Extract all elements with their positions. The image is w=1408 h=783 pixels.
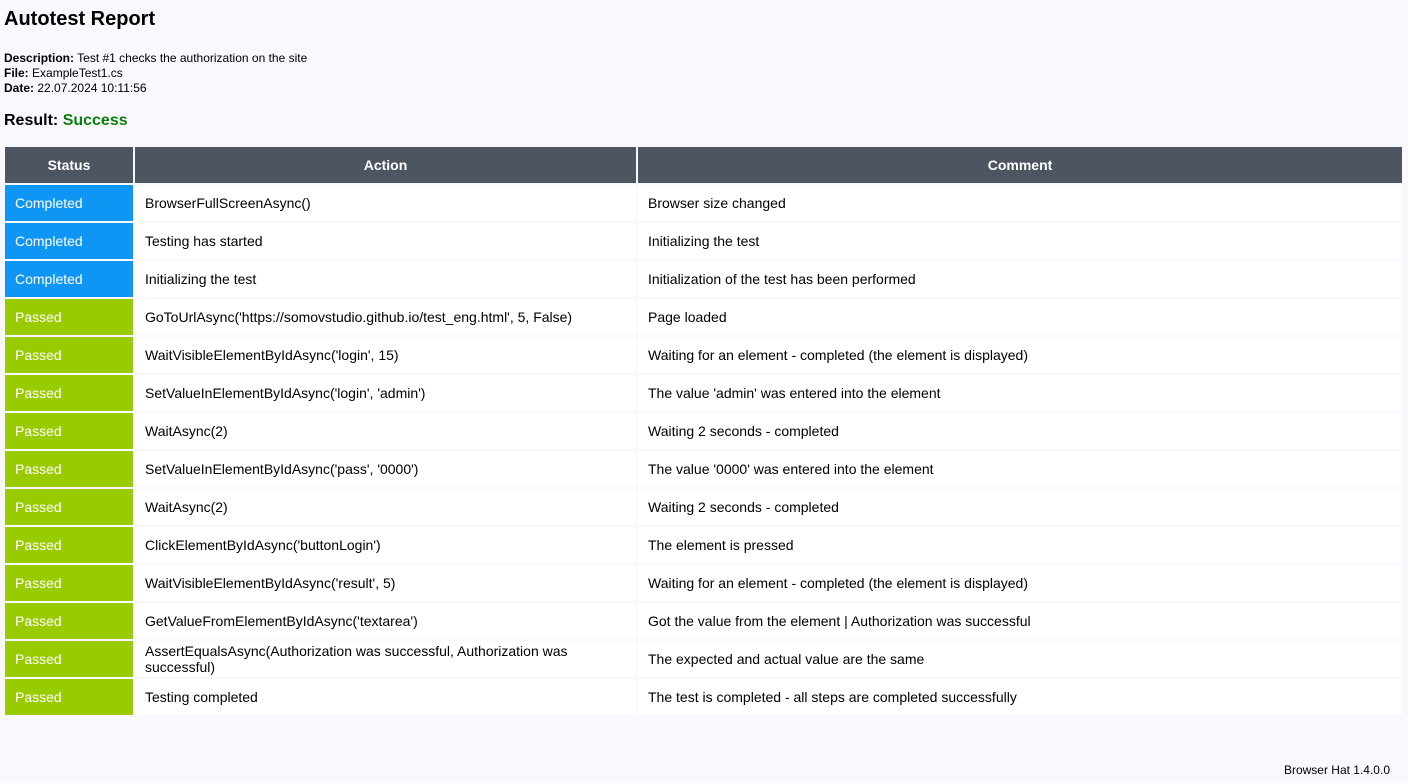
action-cell: AssertEqualsAsync(Authorization was successful, Authorization was successful) [135,641,636,677]
description-label: Description: [4,51,75,65]
status-cell: Passed [5,603,133,639]
comment-cell: Waiting for an element - completed (the element is displayed) [638,337,1402,373]
table-row [5,489,1402,525]
comment-cell: The value '0000' was entered into the element [638,451,1402,487]
status-cell: Completed [5,261,133,297]
status-column-header: Status [5,147,133,183]
comment-cell: The test is completed - all steps are completed successfully [638,679,1402,715]
table-row [5,299,1402,335]
comment-cell: Waiting for an element - completed (the element is displayed) [638,565,1402,601]
status-cell: Passed [5,641,133,677]
action-cell: WaitVisibleElementByIdAsync('result', 5) [135,565,636,601]
status-cell: Passed [5,451,133,487]
comment-cell: The value 'admin' was entered into the element [638,375,1402,411]
table-row [5,679,1402,715]
comment-cell: Initializing the test [638,223,1402,259]
table-row [5,413,1402,449]
table-header-row [5,147,1402,183]
status-cell: Passed [5,679,133,715]
status-cell: Completed [5,223,133,259]
status-cell: Passed [5,489,133,525]
table-row [5,641,1402,677]
status-cell: Passed [5,299,133,335]
steps-table [3,145,1404,717]
table-row [5,565,1402,601]
status-cell: Passed [5,337,133,373]
date-value: 22.07.2024 10:11:56 [37,81,147,95]
action-cell: SetValueInElementByIdAsync('login', 'admin') [135,375,636,411]
comment-cell: Waiting 2 seconds - completed [638,413,1402,449]
action-column-header: Action [135,147,636,183]
status-cell: Passed [5,565,133,601]
comment-column-header: Comment [638,147,1402,183]
action-cell: GoToUrlAsync('https://somovstudio.github.io/test_eng.html', 5, False) [135,299,636,335]
table-row [5,451,1402,487]
table-row [5,527,1402,563]
comment-cell: The expected and actual value are the same [638,641,1402,677]
file-label: File: [4,66,29,80]
description-line [4,51,1404,66]
result-label: Result: [4,112,59,129]
status-cell: Passed [5,375,133,411]
table-row [5,261,1402,297]
status-cell: Passed [5,527,133,563]
comment-cell: Browser size changed [638,185,1402,221]
action-cell: WaitAsync(2) [135,489,636,525]
description-value: Test #1 checks the authorization on the site [77,51,308,65]
comment-cell: Got the value from the element | Authorization was successful [638,603,1402,639]
page-title: Autotest Report [4,8,156,30]
action-cell: SetValueInElementByIdAsync('pass', '0000') [135,451,636,487]
steps-table-body [5,185,1402,715]
action-cell: Testing has started [135,223,636,259]
date-label: Date: [4,81,35,95]
result-value: Success [62,112,128,129]
action-cell: BrowserFullScreenAsync() [135,185,636,221]
result-line [4,112,1404,130]
file-line [4,66,1404,81]
comment-cell: Waiting 2 seconds - completed [638,489,1402,525]
comment-cell: The element is pressed [638,527,1402,563]
action-cell: Testing completed [135,679,636,715]
version-footer: Browser Hat 1.4.0.0 [1283,763,1390,777]
action-cell: WaitAsync(2) [135,413,636,449]
table-row [5,185,1402,221]
table-row [5,375,1402,411]
action-cell: ClickElementByIdAsync('buttonLogin') [135,527,636,563]
table-row [5,603,1402,639]
status-cell: Passed [5,413,133,449]
date-line [4,81,1404,96]
status-cell: Completed [5,185,133,221]
action-cell: GetValueFromElementByIdAsync('textarea') [135,603,636,639]
action-cell: WaitVisibleElementByIdAsync('login', 15) [135,337,636,373]
comment-cell: Page loaded [638,299,1402,335]
report-meta [4,51,1404,96]
table-row [5,337,1402,373]
action-cell: Initializing the test [135,261,636,297]
comment-cell: Initialization of the test has been performed [638,261,1402,297]
file-value: ExampleTest1.cs [32,66,123,80]
table-row [5,223,1402,259]
